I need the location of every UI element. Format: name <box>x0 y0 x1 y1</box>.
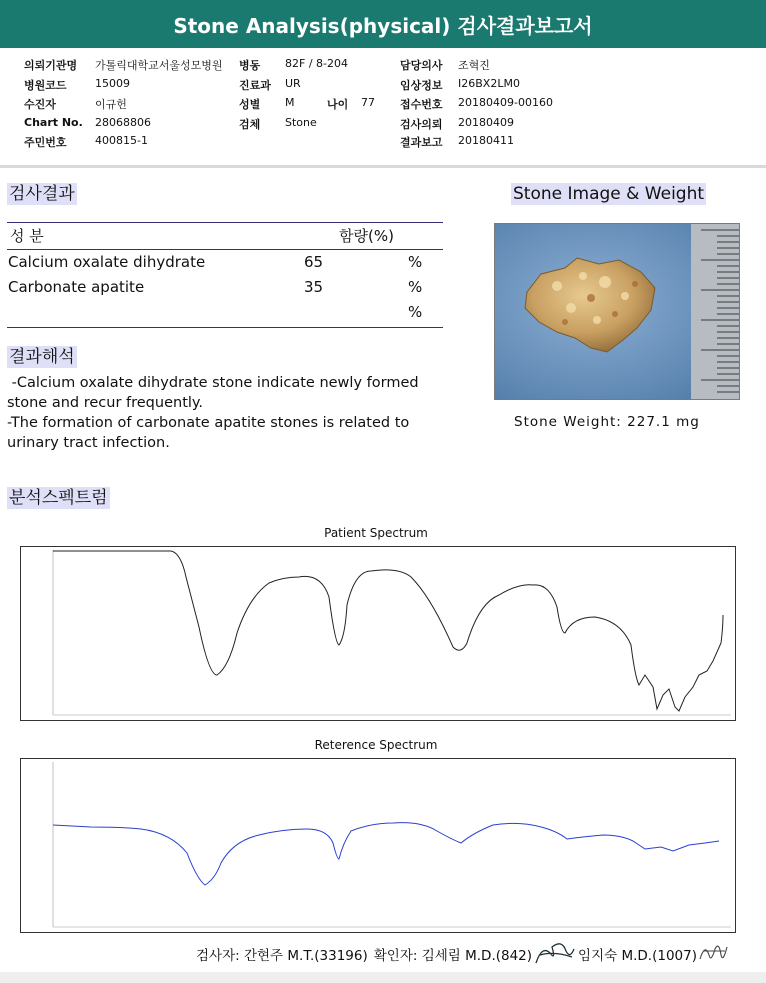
results-heading: 검사결과 <box>9 184 75 204</box>
result-component: Carbonate apatite <box>8 278 145 296</box>
age-label: 나이 <box>327 98 349 111</box>
patient-value: 이규헌 <box>95 98 127 111</box>
sex-label: 성별 <box>239 98 261 111</box>
spectrum-heading: 분석스펙트럼 <box>9 488 108 508</box>
section-divider <box>0 165 766 168</box>
report-date-value: 20180411 <box>458 134 514 147</box>
request-date-label: 검사의뢰 <box>400 118 443 131</box>
component-column-header: 성 분 <box>10 227 44 245</box>
clinical-info-label: 임상정보 <box>400 79 443 92</box>
patient-info-block <box>0 54 766 166</box>
institution-label: 의뢰기관명 <box>24 59 78 72</box>
result-value: 65 <box>304 253 324 271</box>
stone-weight-label: Stone Weight: <box>514 414 622 430</box>
hospital-code-value: 15009 <box>95 77 130 90</box>
confirmer-1-text: 확인자: 김세림 M.D.(842) <box>373 948 533 964</box>
patient-spectrum-plot <box>20 546 736 721</box>
report-title: Stone Analysis(physical) 검사결과보고서 <box>173 13 593 38</box>
reference-spectrum-graphic <box>21 759 735 932</box>
result-component: Calcium oxalate dihydrate <box>8 253 206 271</box>
interpretation-line-1: -Calcium oxalate dihydrate stone indicate newly formed stone and recur frequently. <box>7 375 424 411</box>
interpretation-line-2: -The formation of carbonate apatite stones is related to urinary tract infection. <box>7 415 410 451</box>
result-unit: % <box>408 253 423 271</box>
stone-weight-value: 227.1 <box>627 414 671 430</box>
reference-spectrum-title: Reterence Spectrum <box>314 738 438 752</box>
specimen-value: Stone <box>285 116 317 129</box>
department-value: UR <box>285 77 301 90</box>
institution-value: 가톨릭대학교서울성모병원 <box>95 59 223 72</box>
id-no-value: 400815-1 <box>95 134 148 147</box>
hospital-code-label: 병원코드 <box>24 79 67 92</box>
content-column-header: 함량(%) <box>339 227 394 245</box>
stone-image-heading: Stone Image & Weight <box>513 184 705 204</box>
ward-value: 82F / 8-204 <box>285 57 348 70</box>
interpretation-text <box>7 373 447 453</box>
reference-spectrum-plot <box>20 758 736 933</box>
result-unit: % <box>408 303 423 321</box>
page-bottom-bar <box>0 972 766 983</box>
request-date-value: 20180409 <box>458 116 514 129</box>
examiner-text: 검사자: 간현주 M.T.(33196) <box>196 948 368 964</box>
table-bottom-rule <box>7 327 443 328</box>
doctor-value: 조혁진 <box>458 59 490 72</box>
department-label: 진료과 <box>239 79 271 92</box>
id-no-label: 주민번호 <box>24 136 67 149</box>
stone-weight <box>514 414 700 430</box>
chart-no-value: 28068806 <box>95 116 151 129</box>
reference-spectrum-line <box>53 823 719 885</box>
doctor-label: 담당의사 <box>400 59 443 72</box>
interpretation-heading: 결과해석 <box>9 347 75 367</box>
signature-line <box>196 937 731 971</box>
patient-spectrum-title: Patient Spectrum <box>324 526 428 540</box>
sex-value: M <box>285 96 295 109</box>
confirmer-2-text: 임지숙 M.D.(1007) <box>578 948 697 964</box>
signature-2-icon <box>697 937 731 971</box>
age-value: 77 <box>361 96 375 109</box>
patient-spectrum-graphic <box>21 547 735 720</box>
receipt-no-value: 20180409-00160 <box>458 96 553 109</box>
patient-label: 수진자 <box>24 98 56 111</box>
ward-label: 병동 <box>239 59 261 72</box>
result-value: 35 <box>304 278 324 296</box>
stone-photo-graphic <box>495 224 739 399</box>
report-title-banner <box>0 0 766 48</box>
stone-photo <box>494 223 740 400</box>
chart-no-label: Chart No. <box>24 116 83 129</box>
report-date-label: 결과보고 <box>400 136 443 149</box>
specimen-label: 검체 <box>239 118 261 131</box>
receipt-no-label: 접수번호 <box>400 98 443 111</box>
signature-1-icon <box>532 937 578 971</box>
table-header-rule <box>7 249 443 250</box>
table-top-rule <box>7 222 443 223</box>
clinical-info-value: I26BX2LM0 <box>458 77 520 90</box>
result-unit: % <box>408 278 423 296</box>
patient-spectrum-line <box>53 551 723 711</box>
stone-weight-unit: mg <box>676 414 700 430</box>
